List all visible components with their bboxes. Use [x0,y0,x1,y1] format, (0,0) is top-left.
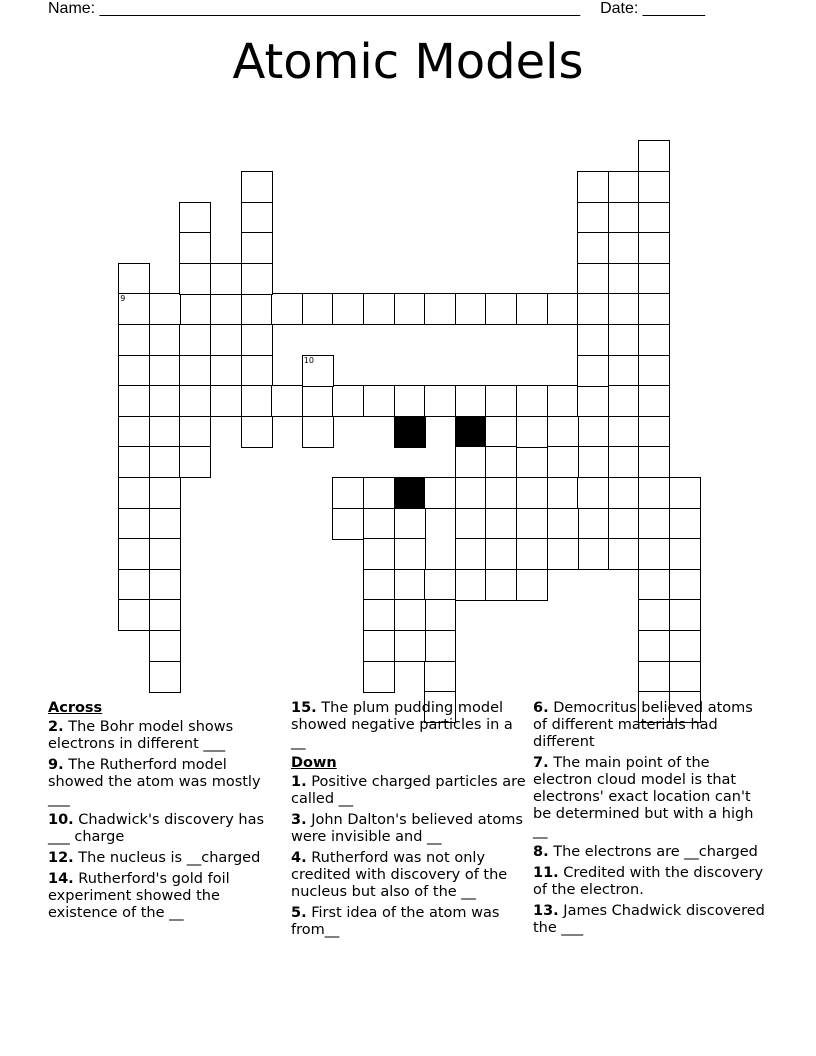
crossword-cell[interactable] [608,446,640,478]
crossword-cell[interactable] [455,446,487,478]
crossword-cell[interactable] [424,293,456,325]
down-heading: Down [291,755,337,771]
crossword-cell[interactable] [638,599,670,631]
crossword-cell[interactable] [118,599,150,631]
crossword-cell[interactable] [638,538,670,570]
crossword-cell[interactable] [485,477,517,509]
crossword-cell[interactable] [485,538,517,570]
crossword-cell[interactable] [577,508,609,540]
crossword-cell[interactable] [332,508,364,540]
clue-across-2: 2. The Bohr model shows electrons in different ___ [48,719,234,752]
crossword-cell[interactable] [638,661,670,693]
crossword-cell[interactable] [424,599,456,631]
crossword-cell[interactable] [210,324,242,356]
name-field[interactable]: Name: ______________________________________________________ [48,0,581,17]
crossword-cell[interactable] [638,446,670,478]
crossword-cell[interactable] [547,446,579,478]
crossword-cell[interactable] [608,202,640,234]
crossword-cell[interactable] [118,569,150,601]
crossword-cell[interactable] [547,508,579,540]
crossword-cell[interactable] [241,324,273,356]
crossword-cell[interactable] [394,508,426,540]
crossword-cell[interactable] [638,293,670,325]
crossword-cell[interactable] [455,538,487,570]
crossword-cell[interactable] [608,263,640,295]
crossword-cell[interactable] [608,538,640,570]
clue-down-1: 1. Positive charged particles are called __ [291,774,526,807]
crossword-cell[interactable] [638,508,670,540]
crossword-cell[interactable] [302,416,334,448]
crossword-cell[interactable] [516,538,548,570]
crossword-cell[interactable] [179,202,211,234]
crossword-cell[interactable] [394,293,426,325]
crossword-cell[interactable] [455,293,487,325]
crossword-cell[interactable] [577,477,609,509]
crossword-cell[interactable] [516,293,548,325]
clue-across-12: 12. The nucleus is __charged [48,850,261,866]
crossword-cell[interactable] [149,599,181,631]
crossword-cell[interactable] [608,385,640,417]
crossword-cell[interactable] [547,477,579,509]
crossword-cell[interactable] [577,355,609,387]
crossword-cell[interactable] [608,477,640,509]
crossword-cell[interactable] [455,569,487,601]
crossword-cell[interactable] [179,324,211,356]
crossword-cell[interactable] [332,385,364,417]
clue-down-6: 6. Democritus believed atoms of different materials had different [533,700,753,750]
crossword-cell[interactable] [118,477,150,509]
crossword-cell[interactable] [363,538,395,570]
crossword-cell[interactable] [638,171,670,203]
crossword-cell[interactable] [179,385,211,417]
crossword-cell[interactable] [638,569,670,601]
crossword-cell[interactable] [241,385,273,417]
crossword-cell[interactable] [638,477,670,509]
crossword-cell[interactable] [638,416,670,448]
crossword-cell[interactable] [485,446,517,478]
crossword-cell[interactable] [638,202,670,234]
crossword-cell[interactable] [638,630,670,662]
crossword-cell[interactable] [118,263,150,295]
crossword-cell[interactable] [118,416,150,448]
crossword-cell[interactable] [577,202,609,234]
crossword-cell[interactable] [547,416,579,448]
crossword-cell[interactable] [149,416,181,448]
crossword-cell[interactable] [577,385,609,417]
crossword-cell[interactable] [608,324,640,356]
crossword-cell[interactable] [669,477,701,509]
crossword-cell[interactable] [210,263,242,295]
crossword-cell[interactable] [241,232,273,264]
crossword-cell[interactable] [669,508,701,540]
date-field[interactable]: Date: _______ [600,0,706,17]
clues-column-2 [291,700,527,943]
crossword-cell[interactable] [271,293,303,325]
crossword-cell[interactable] [485,385,517,417]
crossword-cell[interactable] [179,232,211,264]
crossword-cell[interactable] [210,293,242,325]
crossword-cell[interactable] [608,355,640,387]
crossword-cell[interactable] [363,630,395,662]
crossword-cell[interactable] [455,508,487,540]
crossword-cell[interactable] [271,385,303,417]
crossword-cell[interactable] [424,477,456,509]
crossword-cell[interactable] [332,477,364,509]
crossword-cell[interactable] [118,293,150,325]
crossword-cell[interactable] [638,355,670,387]
crossword-cell[interactable] [608,416,640,448]
crossword-cell[interactable] [577,446,609,478]
clue-across-15: 15. The plum pudding model showed negative particles in a __ [291,700,513,750]
crossword-cell[interactable] [241,416,273,448]
across-heading: Across [48,700,103,716]
crossword-cell[interactable] [577,171,609,203]
crossword-cell[interactable] [149,477,181,509]
crossword-cell[interactable] [424,630,456,662]
crossword-cell[interactable] [608,232,640,264]
crossword-cell[interactable] [424,661,456,693]
clue-number: 10 [303,355,314,365]
blocked-cell [394,477,426,509]
crossword-cell[interactable] [577,324,609,356]
crossword-cell[interactable] [241,293,273,325]
crossword-cell[interactable] [210,355,242,387]
crossword-cell[interactable] [363,569,395,601]
crossword-cell[interactable] [577,263,609,295]
crossword-cell[interactable] [547,385,579,417]
crossword-cell[interactable] [638,385,670,417]
crossword-cell[interactable] [577,232,609,264]
crossword-cell[interactable] [485,416,517,448]
crossword-cell[interactable] [638,140,670,172]
blocked-cell [455,416,487,448]
crossword-cell[interactable] [516,477,548,509]
blocked-cell [394,416,426,448]
clue-number: 9 [120,294,126,304]
crossword-cell[interactable] [669,630,701,662]
crossword-cell[interactable] [241,355,273,387]
crossword-cell[interactable] [179,263,211,295]
clue-down-4: 4. Rutherford was not only credited with discovery of the nucleus but also of the __ [291,850,508,900]
clue-across-10: 10. Chadwick's discovery has ___ charge [48,812,265,845]
crossword-cell[interactable] [302,355,334,387]
page-title: Atomic Models [232,34,584,90]
crossword-cell[interactable] [363,385,395,417]
crossword-cell[interactable] [516,569,548,601]
crossword-cell[interactable] [241,202,273,234]
crossword-cell[interactable] [455,477,487,509]
crossword-cell[interactable] [363,661,395,693]
crossword-cell[interactable] [547,538,579,570]
crossword-cell[interactable] [118,446,150,478]
crossword-cell[interactable] [149,508,181,540]
crossword-cell[interactable] [669,538,701,570]
crossword-cell[interactable] [302,385,334,417]
crossword-cell[interactable] [179,446,211,478]
crossword-cell[interactable] [149,355,181,387]
crossword-cell[interactable] [241,171,273,203]
crossword-cell[interactable] [394,569,426,601]
crossword-cell[interactable] [149,630,181,662]
crossword-cell[interactable] [118,508,150,540]
clues-column-1 [48,700,284,926]
crossword-cell[interactable] [669,569,701,601]
crossword-cell[interactable] [424,569,456,601]
crossword-cell[interactable] [332,293,364,325]
crossword-cell[interactable] [394,630,426,662]
crossword-cell[interactable] [302,293,334,325]
crossword-cell[interactable] [577,293,609,325]
crossword-cell[interactable] [669,661,701,693]
clue-across-9: 9. The Rutherford model showed the atom was mostly ___ [48,757,261,807]
crossword-cell[interactable] [424,385,456,417]
clue-down-7: 7. The main point of the electron cloud model is that electrons' exact location can't be determined but with a high __ [533,755,754,839]
crossword-cell[interactable] [149,446,181,478]
crossword-cell[interactable] [149,569,181,601]
crossword-cell[interactable] [669,599,701,631]
crossword-cell[interactable] [118,538,150,570]
crossword-cell[interactable] [149,324,181,356]
clue-down-13: 13. James Chadwick discovered the ___ [533,903,765,936]
crossword-cell[interactable] [149,661,181,693]
crossword-cell[interactable] [485,293,517,325]
crossword-cell[interactable] [149,293,181,325]
crossword-cell[interactable] [118,385,150,417]
crossword-cell[interactable] [179,293,211,325]
crossword-cell[interactable] [394,538,426,570]
crossword-cell[interactable] [394,385,426,417]
clue-down-11: 11. Credited with the discovery of the electron. [533,865,764,898]
crossword-cell[interactable] [608,171,640,203]
clue-down-3: 3. John Dalton's believed atoms were invisible and __ [291,812,523,845]
crossword-cell[interactable] [118,355,150,387]
crossword-cell[interactable] [149,538,181,570]
crossword-cell[interactable] [363,293,395,325]
crossword-cell[interactable] [577,416,609,448]
crossword-cell[interactable] [516,416,548,448]
crossword-cell[interactable] [149,385,181,417]
crossword-cell[interactable] [210,385,242,417]
crossword-cell[interactable] [516,385,548,417]
crossword-cell[interactable] [547,293,579,325]
crossword-cell[interactable] [485,569,517,601]
crossword-cell[interactable] [363,477,395,509]
crossword-cell[interactable] [485,508,517,540]
clue-down-5: 5. First idea of the atom was from__ [291,905,500,938]
crossword-cell[interactable] [638,324,670,356]
crossword-cell[interactable] [363,599,395,631]
crossword-cell[interactable] [455,385,487,417]
crossword-cell[interactable] [516,508,548,540]
crossword-cell[interactable] [394,599,426,631]
clue-down-8: 8. The electrons are __charged [533,844,758,860]
clue-across-14: 14. Rutherford's gold foil experiment showed the existence of the __ [48,871,230,921]
crossword-cell[interactable] [638,232,670,264]
crossword-cell[interactable] [241,263,273,295]
crossword-cell[interactable] [608,508,640,540]
crossword-cell[interactable] [118,324,150,356]
crossword-cell[interactable] [363,508,395,540]
crossword-cell[interactable] [608,293,640,325]
clues-column-3 [533,700,769,941]
crossword-cell[interactable] [577,538,609,570]
crossword-cell[interactable] [179,416,211,448]
crossword-cell[interactable] [638,263,670,295]
crossword-cell[interactable] [179,355,211,387]
crossword-cell[interactable] [516,446,548,478]
